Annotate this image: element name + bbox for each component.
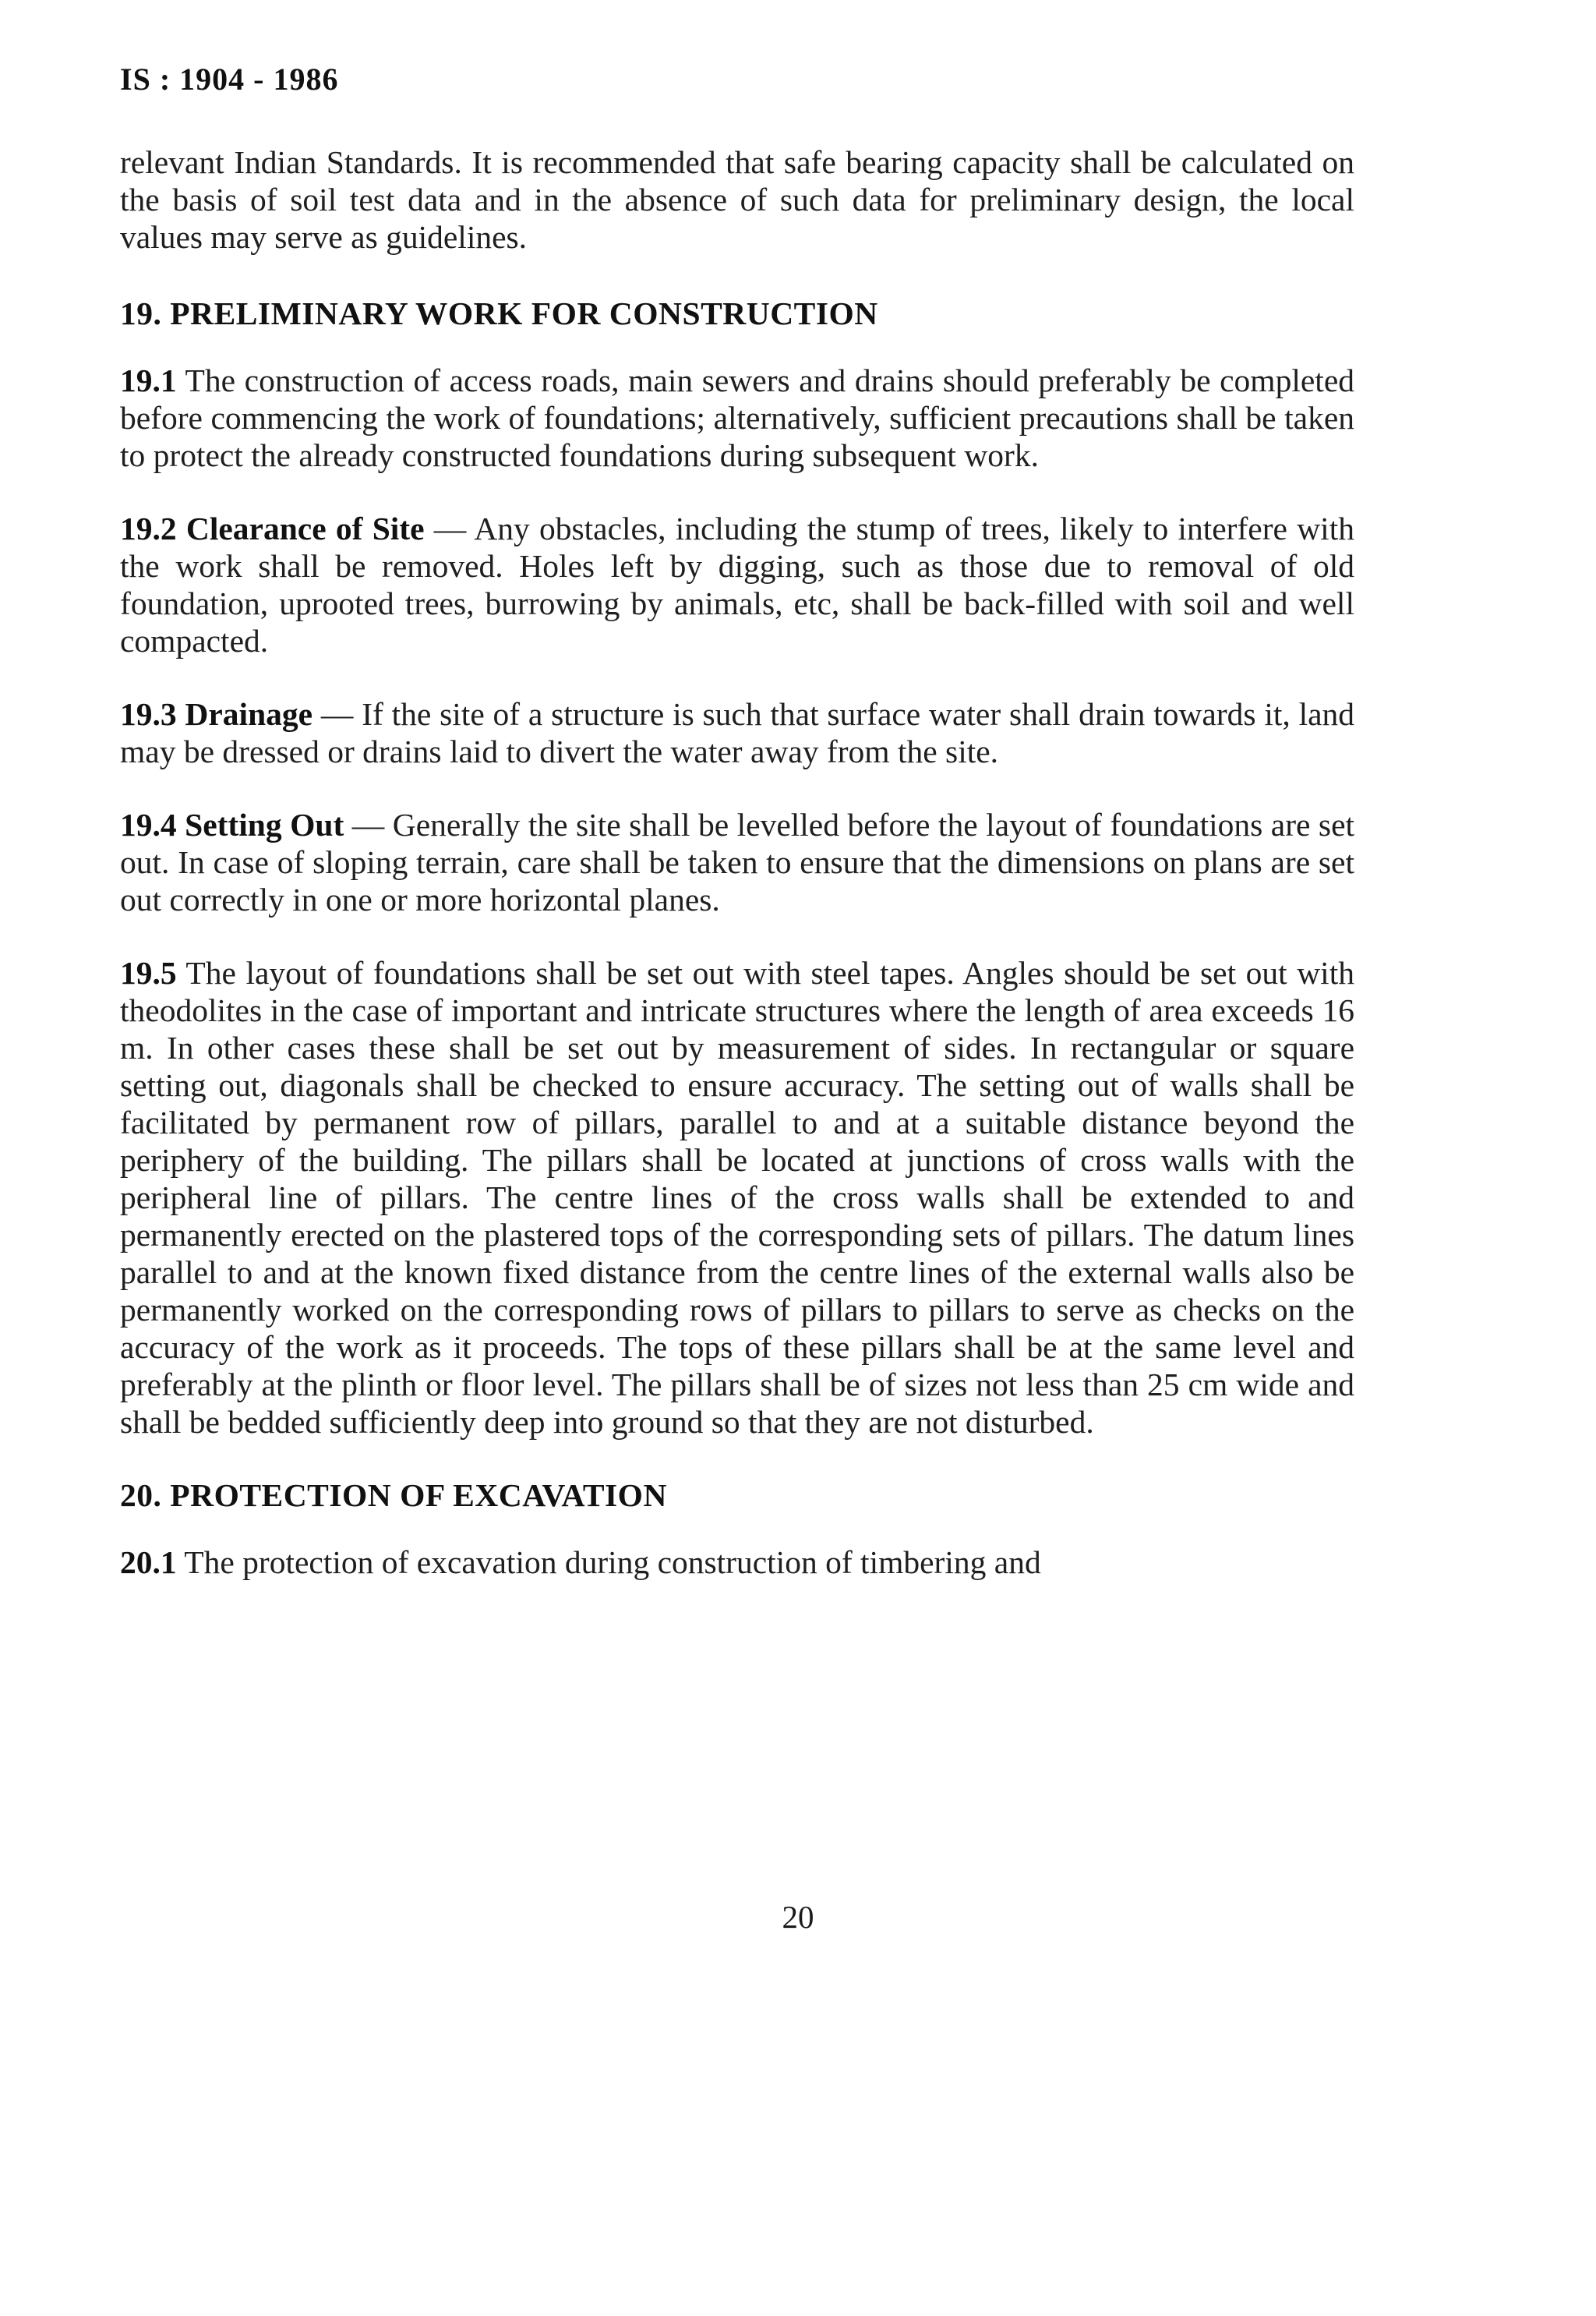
clause-text: The construction of access roads, main sewers and drains should preferably be completed before commencing the work of foundations; alternatively, sufficient precautions shall be taken to protect the already constructed foundations during subsequent work. xyxy=(120,362,1354,473)
em-dash: — xyxy=(320,696,354,732)
clause-number: 20.1 xyxy=(120,1544,177,1580)
clause-number: 19.4 xyxy=(120,807,177,843)
clause-19-4 xyxy=(120,806,1354,918)
em-dash: — xyxy=(433,511,467,546)
clause-19-3 xyxy=(120,695,1354,770)
section-heading-20: 20. PROTECTION OF EXCAVATION xyxy=(120,1477,667,1513)
clause-19-1 xyxy=(120,362,1354,474)
clause-number: 19.3 xyxy=(120,696,177,732)
clause-title: Drainage xyxy=(185,696,313,732)
clause-title: Clearance of Site xyxy=(185,511,425,546)
clause-text: Any obstacles, including the stump of trees, likely to interfere with the work shall be removed. Holes left by digging, such as those due to removal of old foundation, uprooted trees, burrowing by animals, etc, shall be back-filled with soil and well compacted. xyxy=(120,511,1354,659)
running-head: IS : 1904 - 1986 xyxy=(120,62,339,97)
page-number: 20 xyxy=(782,1899,814,1935)
clause-title: Setting Out xyxy=(185,807,344,843)
clause-text: Generally the site shall be levelled before the layout of foundations are set out. In case of sloping terrain, care shall be taken to ensure that the dimensions on plans are set out correctly in one or more horizontal planes. xyxy=(120,807,1355,918)
intro-paragraph: relevant Indian Standards. It is recommended that safe bearing capacity shall be calculated on the basis of soil test data and in the absence of such data for preliminary design, the local values may serve as guidelines. xyxy=(120,144,1354,255)
em-dash: — xyxy=(351,807,385,843)
section-heading-19: 19. PRELIMINARY WORK FOR CONSTRUCTION xyxy=(120,295,878,331)
clause-number: 19.1 xyxy=(120,362,177,398)
clause-number: 19.2 xyxy=(120,511,177,546)
clause-19-2 xyxy=(120,510,1354,659)
clause-text: If the site of a structure is such that surface water shall drain towards it, land may be dressed or drains laid to divert the water away from the site. xyxy=(120,696,1355,769)
clause-number: 19.5 xyxy=(120,955,177,991)
clause-text: The protection of excavation during construction of timbering and xyxy=(184,1544,1041,1580)
clause-19-5 xyxy=(120,954,1354,1441)
clause-text: The layout of foundations shall be set out with steel tapes. Angles should be set out with theodolites in the case of important and intricate structures where the length of area exceeds 16 m. In other cases these shall be set out by measurement of sides. In rectangular or square setting out, diagonals shall be checked to ensure accuracy. The setting out of walls shall be facilitated by permanent row of pillars, parallel to and at a suitable distance beyond the periphery of the building. The pillars shall be located at junctions of cross walls with the peripheral line of pillars. The centre lines of the cross walls shall be extended to and permanently erected on the plastered tops of the corresponding sets of pillars. The datum lines parallel to and at the known fixed distance from the centre lines of the external walls also be permanently worked on the corresponding rows of pillars to pillars to serve as checks on the accuracy of the work as it proceeds. The tops of these pillars shall be at the same level and preferably at the plinth or floor level. The pillars shall be of sizes not less than 25 cm wide and shall be bedded sufficiently deep into ground so that they are not disturbed. xyxy=(120,955,1354,1440)
page-body xyxy=(120,143,1354,1617)
clause-20-1 xyxy=(120,1543,1354,1581)
